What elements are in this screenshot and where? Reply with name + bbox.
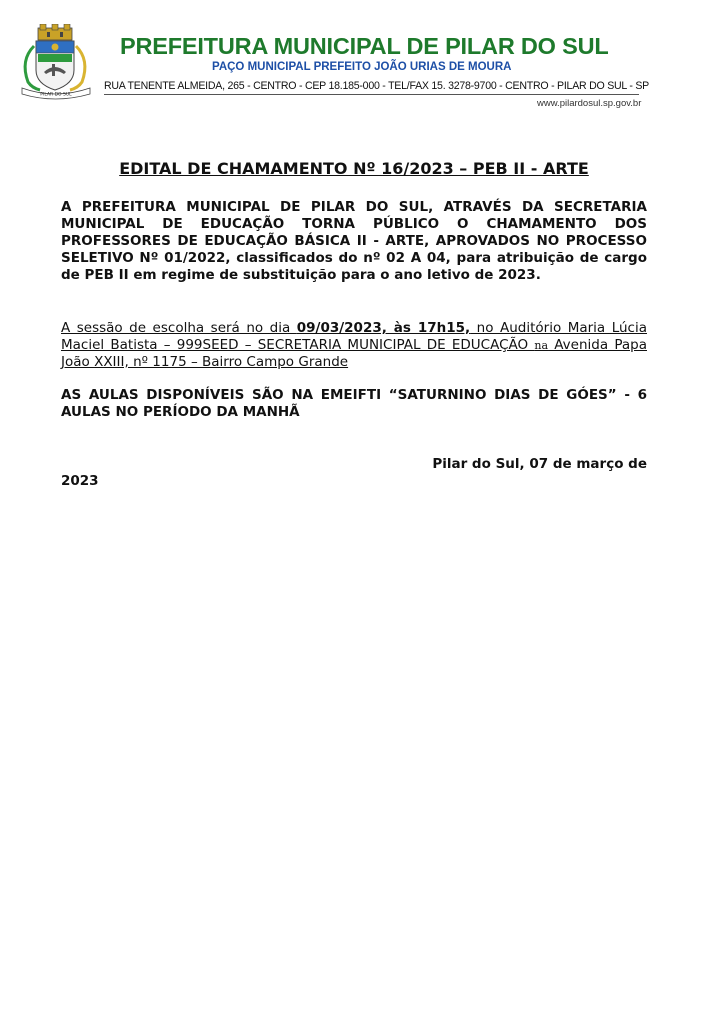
session-intro: A sessão de escolha será no dia [61,320,297,336]
municipality-title: PREFEITURA MUNICIPAL DE PILAR DO SUL [120,33,609,59]
session-location: no Auditório Maria Lúcia Maciel Batista – 999SEED – SECRETARIA MUNICIPAL DE EDUCAÇÃO [61,320,647,353]
municipal-crest-icon [14,24,100,100]
address-line: RUA TENENTE ALMEIDA, 265 - CENTRO - CEP 18.185-000 - TEL/FAX 15. 3278-9700 - CENTRO - PILAR DO SUL - SP [104,80,649,92]
website-link[interactable]: www.pilardosul.sp.gov.br [537,98,642,109]
crest-ribbon-text: PILAR DO SUL [40,92,72,98]
municipal-palace-subtitle: PAÇO MUNICIPAL PREFEITO JOÃO URIAS DE MOURA [212,61,512,73]
signature-year: 2023 [61,473,99,489]
session-paragraph [61,320,647,371]
session-connector: na [534,339,549,352]
session-address: Avenida Papa João XXIII, nº 1175 – Bairro Campo Grande [61,337,647,370]
session-datetime: 09/03/2023, às 17h15, [296,320,471,336]
intro-paragraph: A PREFEITURA MUNICIPAL DE PILAR DO SUL, ATRAVÉS DA SECRETARIA MUNICIPAL DE EDUCAÇÃO TORNA PÚBLICO O CHAMAMENTO DOS PROFESSORES DE EDUCAÇÃO BÁSICA II - ARTE, APROVADOS NO PROCESSO SELETIVO Nº 01/2022, classificados do nº 02 A 04, para atribuição de cargo de PEB II em regime de substituição para o ano letivo de 2023. [61,199,647,283]
signature-date: Pilar do Sul, 07 de março de [432,456,647,472]
classes-paragraph: AS AULAS DISPONÍVEIS SÃO NA EMEIFTI “SATURNINO DIAS DE GÓES” - 6 AULAS NO PERÍODO DA MANHÃ [61,387,647,420]
header-divider [104,94,639,95]
document-title: EDITAL DE CHAMAMENTO Nº 16/2023 – PEB II - ARTE [119,159,589,178]
